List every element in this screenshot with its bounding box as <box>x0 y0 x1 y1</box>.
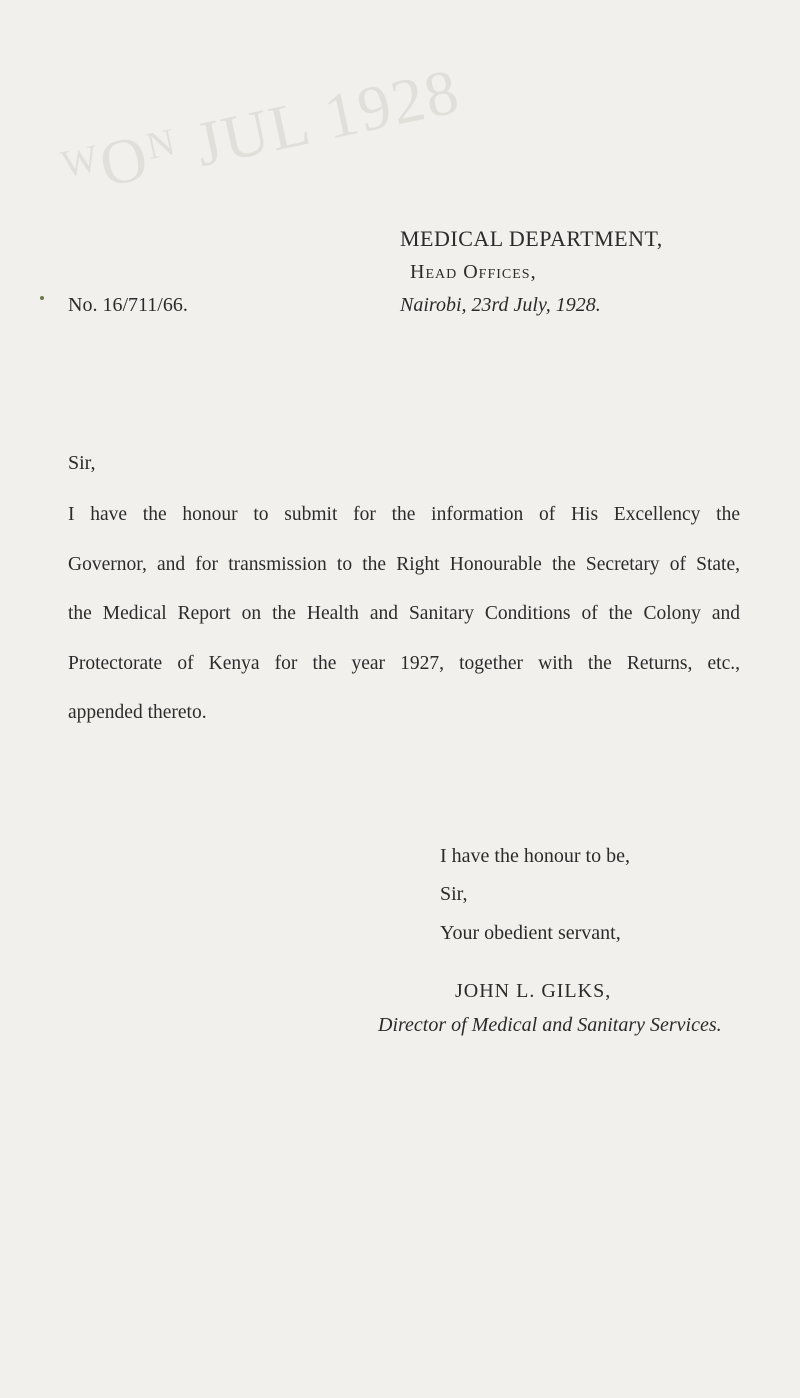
office-heading: Head Offices, <box>410 261 537 283</box>
body-line: Governor, and for transmission to the Right Honourable the Secretary of State, <box>68 553 740 575</box>
salutation: Sir, <box>68 452 96 474</box>
department-heading: MEDICAL DEPARTMENT, <box>400 226 663 251</box>
body-line: appended thereto. <box>68 702 207 724</box>
signatory-name: JOHN L. GILKS, <box>455 980 612 1002</box>
closing-salutation: Sir, <box>440 883 468 905</box>
reference-number: No. 16/711/66. <box>68 294 188 316</box>
signatory-title: Director of Medical and Sanitary Services. <box>378 1014 722 1036</box>
paper-speck <box>40 296 44 300</box>
closing-line: I have the honour to be, <box>440 845 630 867</box>
closing-servant: Your obedient servant, <box>440 922 621 944</box>
stamp-text: ᵂOᴺ JUL 1928 <box>56 54 466 209</box>
received-stamp <box>57 54 467 210</box>
body-line: I have the honour to submit for the information of His Excellency the <box>68 504 740 525</box>
place-and-date: Nairobi, 23rd July, 1928. <box>400 294 601 316</box>
body-line: Protectorate of Kenya for the year 1927, together with the Returns, etc., <box>68 652 740 674</box>
letter-body <box>68 490 740 738</box>
body-line: the Medical Report on the Health and Sanitary Conditions of the Colony and <box>68 603 740 625</box>
